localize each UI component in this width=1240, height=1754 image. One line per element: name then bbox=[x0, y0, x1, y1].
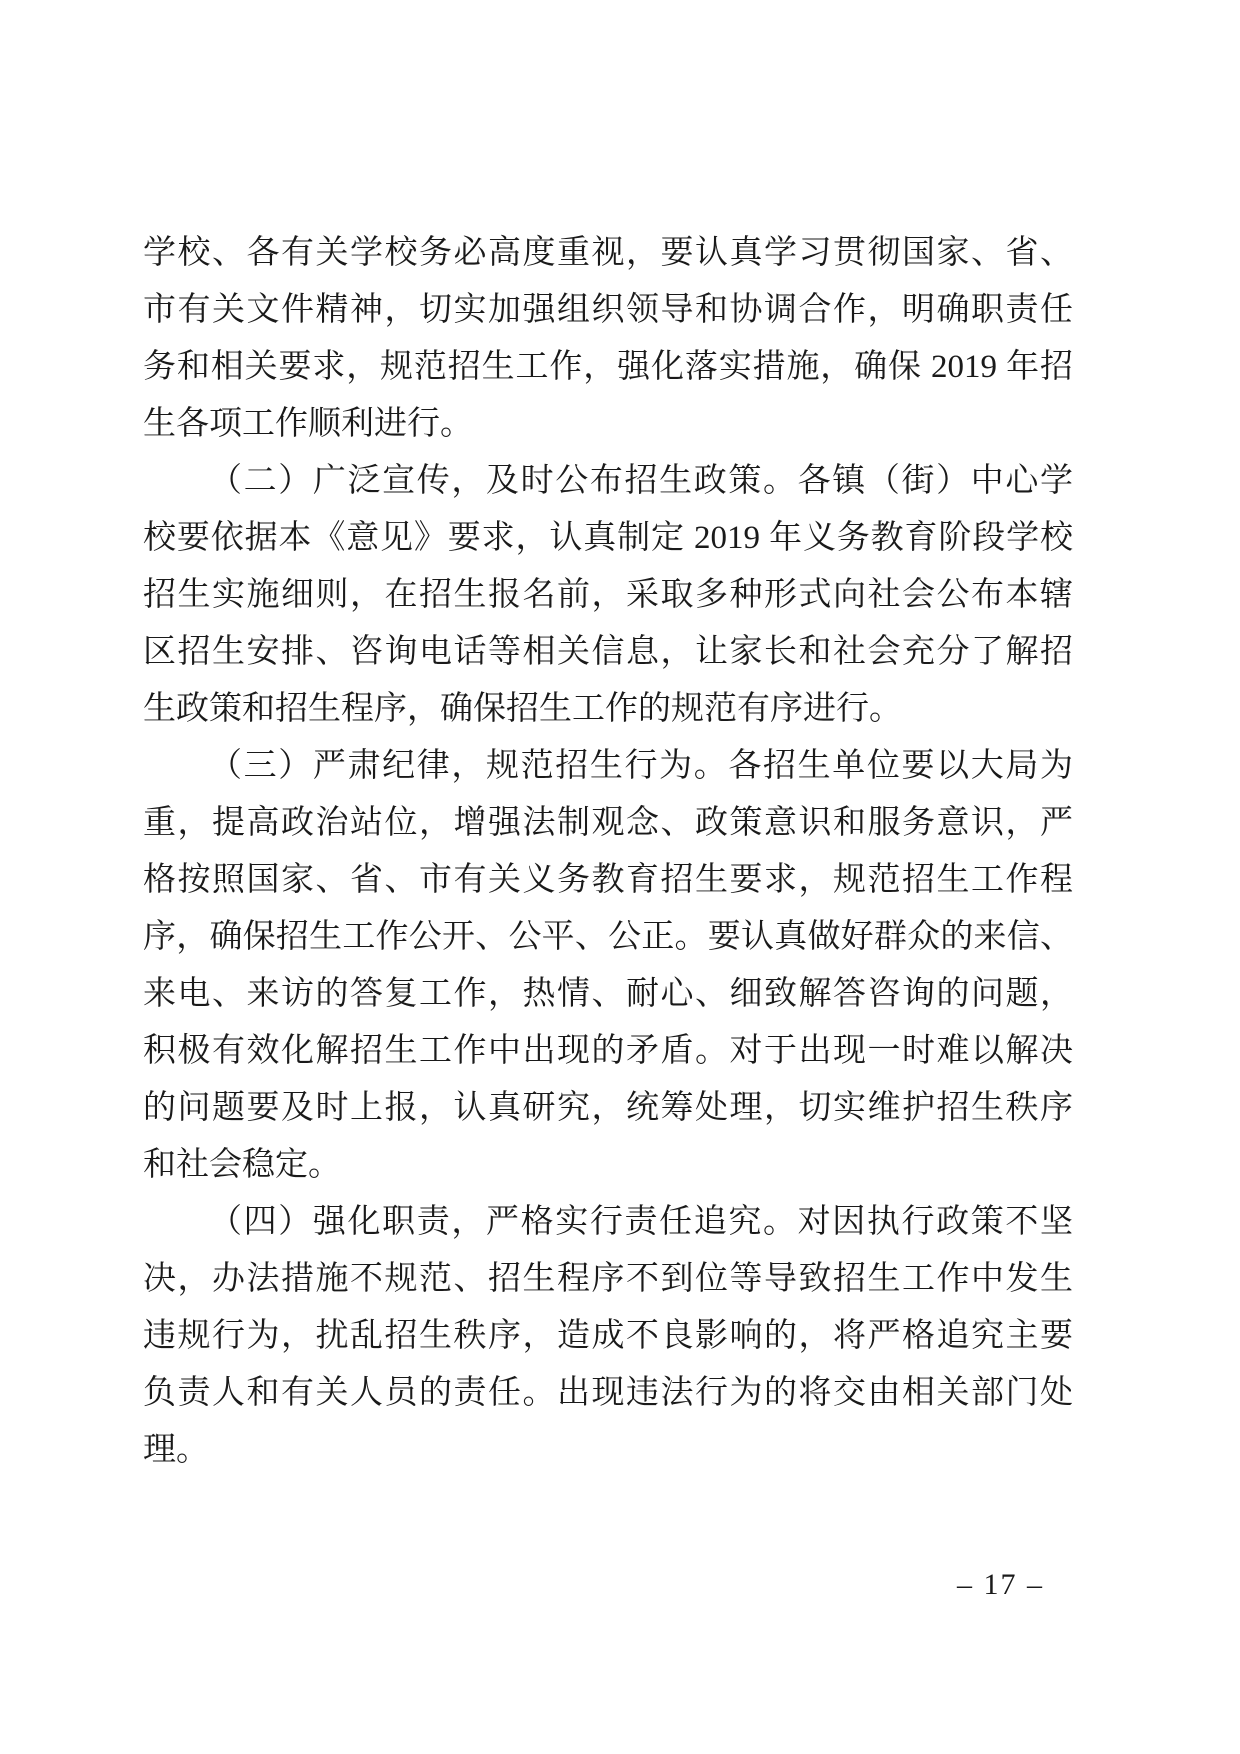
text-line: （三）严肃纪律，规范招生行为。各招生单位要以大局为 bbox=[209, 748, 1073, 784]
text-line: （二）广泛宣传，及时公布招生政策。各镇（街）中心学 bbox=[209, 463, 1073, 499]
text-line: 格按照国家、省、市有关义务教育招生要求，规范招生工作程 bbox=[143, 862, 1073, 898]
paragraph bbox=[143, 225, 1073, 453]
text-line: 校要依据本《意见》要求，认真制定 2019 年义务教育阶段学校 bbox=[143, 520, 1073, 556]
text-line: 积极有效化解招生工作中出现的矛盾。对于出现一时难以解决 bbox=[143, 1033, 1073, 1069]
document-body bbox=[143, 225, 1073, 1479]
paragraph bbox=[143, 453, 1073, 738]
text-line: 招生实施细则，在招生报名前，采取多种形式向社会公布本辖 bbox=[143, 577, 1073, 613]
page-number: – 17 – bbox=[957, 1568, 1044, 1601]
text-line: 序，确保招生工作公开、公平、公正。要认真做好群众的来信、 bbox=[143, 919, 1073, 955]
text-line: 生各项工作顺利进行。 bbox=[143, 406, 473, 442]
text-line: 负责人和有关人员的责任。出现违法行为的将交由相关部门处 bbox=[143, 1375, 1073, 1411]
text-line: 学校、各有关学校务必高度重视，要认真学习贯彻国家、省、 bbox=[143, 235, 1073, 271]
text-line: 生政策和招生程序，确保招生工作的规范有序进行。 bbox=[143, 691, 902, 727]
text-line: （四）强化职责，严格实行责任追究。对因执行政策不坚 bbox=[209, 1204, 1073, 1240]
text-line: 务和相关要求，规范招生工作，强化落实措施，确保 2019 年招 bbox=[143, 349, 1073, 385]
paragraph bbox=[143, 738, 1073, 1194]
text-line: 区招生安排、咨询电话等相关信息，让家长和社会充分了解招 bbox=[143, 634, 1073, 670]
text-line: 来电、来访的答复工作，热情、耐心、细致解答咨询的问题， bbox=[143, 976, 1073, 1012]
text-line: 重，提高政治站位，增强法制观念、政策意识和服务意识，严 bbox=[143, 805, 1073, 841]
text-line: 的问题要及时上报，认真研究，统筹处理，切实维护招生秩序 bbox=[143, 1090, 1073, 1126]
text-line: 违规行为，扰乱招生秩序，造成不良影响的，将严格追究主要 bbox=[143, 1318, 1073, 1354]
text-line: 和社会稳定。 bbox=[143, 1147, 341, 1183]
paragraph bbox=[143, 1194, 1073, 1479]
text-line: 市有关文件精神，切实加强组织领导和协调合作，明确职责任 bbox=[143, 292, 1073, 328]
text-line: 理。 bbox=[143, 1432, 209, 1468]
text-line: 决，办法措施不规范、招生程序不到位等导致招生工作中发生 bbox=[143, 1261, 1073, 1297]
